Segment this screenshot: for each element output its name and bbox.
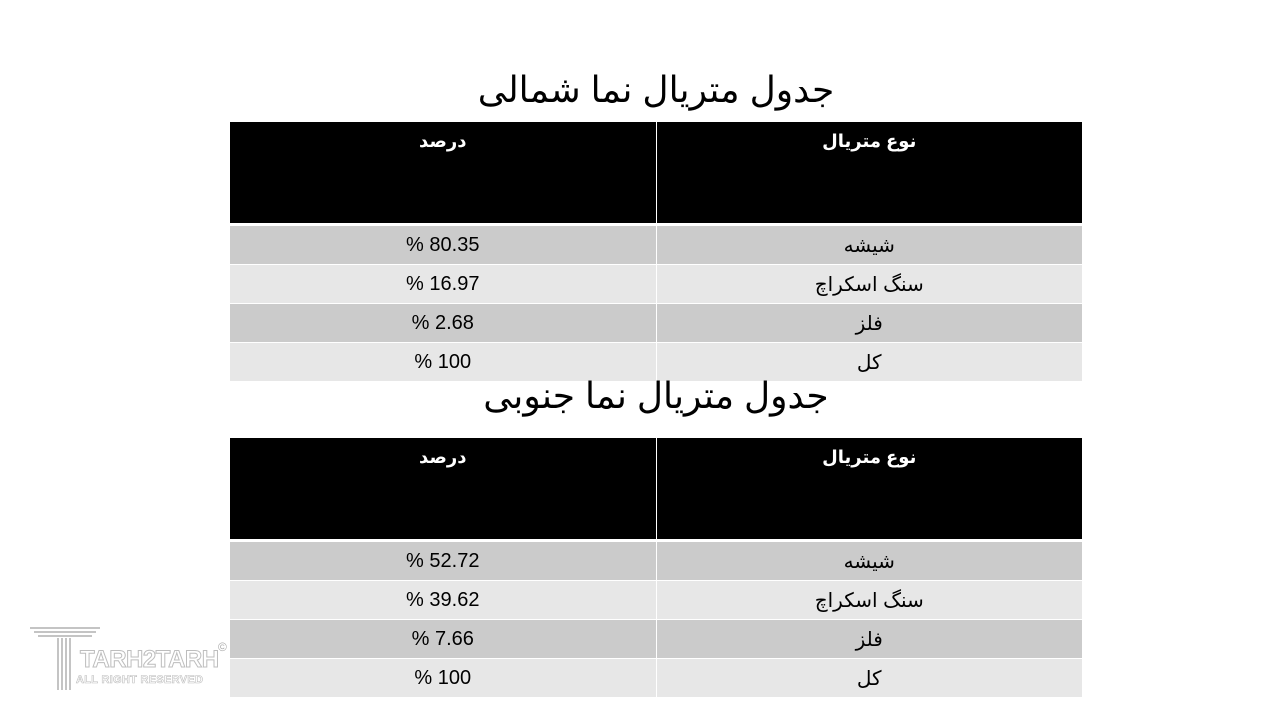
material-column-header: نوع متریال (656, 438, 1082, 541)
percent-cell: % 100 (230, 659, 656, 698)
logo-tagline: ALL RIGHT RESERVED (76, 674, 204, 686)
copyright-mark: © (218, 640, 227, 654)
percent-cell: % 7.66 (230, 620, 656, 659)
percent-cell: % 100 (230, 343, 656, 382)
material-cell: شیشه (656, 541, 1082, 581)
material-cell: کل (656, 343, 1082, 382)
percent-column-header: درصد (230, 122, 656, 225)
table-row (230, 659, 1082, 698)
percent-cell: % 52.72 (230, 541, 656, 581)
south-table-title: جدول متریال نما جنوبی (483, 375, 829, 416)
percent-cell: % 39.62 (230, 581, 656, 620)
table-row (230, 541, 1082, 581)
table-row (230, 304, 1082, 343)
material-column-header: نوع متریال (656, 122, 1082, 225)
material-cell: فلز (656, 304, 1082, 343)
table-row (230, 265, 1082, 304)
percent-cell: % 16.97 (230, 265, 656, 304)
percent-column-header: درصد (230, 438, 656, 541)
material-cell: سنگ اسکراچ (656, 581, 1082, 620)
south-material-table (230, 438, 1082, 698)
north-table-title: جدول متریال نما شمالی (477, 69, 835, 110)
percent-cell: % 2.68 (230, 304, 656, 343)
material-cell: کل (656, 659, 1082, 698)
material-cell: سنگ اسکراچ (656, 265, 1082, 304)
material-cell: فلز (656, 620, 1082, 659)
table-row (230, 581, 1082, 620)
percent-cell: % 80.35 (230, 225, 656, 265)
table-row (230, 620, 1082, 659)
table-row (230, 225, 1082, 265)
material-cell: شیشه (656, 225, 1082, 265)
tarh2tarh-logo (28, 624, 233, 692)
logo-wordmark: TARH2TARH (80, 646, 219, 673)
north-material-table (230, 122, 1082, 382)
